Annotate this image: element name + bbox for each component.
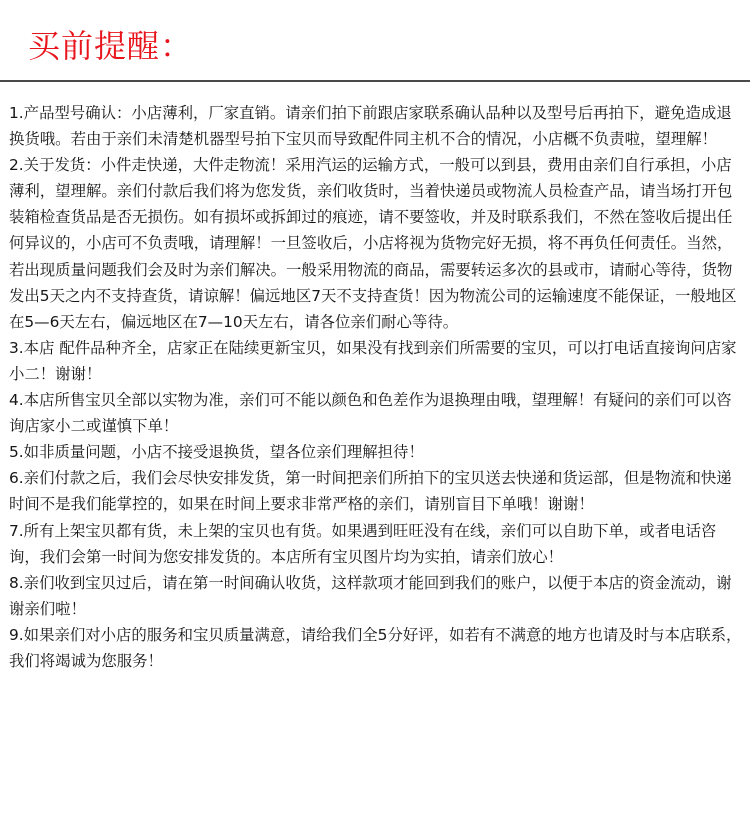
- notice-list: [9, 100, 744, 674]
- notice-item-5: 5.如非质量问题，小店不接受退换货，望各位亲们理解担待！: [9, 443, 424, 462]
- notice-item-6: 6.亲们付款之后，我们会尽快安排发货，第一时间把亲们所拍下的宝贝送去快递和货运部，但是物流和快递时间不是我们能掌控的，如果在时间上要求非常严格的亲们，请别盲目下单哦！谢谢！: [9, 469, 732, 514]
- notice-item-8: 8.亲们收到宝贝过后，请在第一时间确认收货，这样款项才能回到我们的账户，以便于本店的资金流动，谢谢亲们啦！: [9, 573, 732, 618]
- notice-item-3: 3.本店 配件品种齐全，店家正在陆续更新宝贝，如果没有找到亲们所需要的宝贝，可以打电话直接询问店家小二！谢谢！: [9, 338, 737, 383]
- notice-item-4: 4.本店所售宝贝全部以实物为准，亲们可不能以颜色和色差作为退换理由哦，望理解！有疑问的亲们可以咨询店家小二或谨慎下单！: [9, 391, 732, 436]
- notice-item-9: 9.如果亲们对小店的服务和宝贝质量满意，请给我们全5分好评，如若有不满意的地方也请及时与本店联系，我们将竭诚为您服务！: [9, 625, 742, 670]
- page-title: 买前提醒：: [28, 27, 194, 65]
- title-divider: [0, 80, 750, 82]
- notice-item-7: 7.所有上架宝贝都有货，未上架的宝贝也有货。如果遇到旺旺没有在线，亲们可以自助下单，或者电话咨询，我们会第一时间为您安排发货的。本店所有宝贝图片均为实拍，请亲们放心！: [9, 521, 717, 566]
- notice-item-2: 2.关于发货：小件走快递，大件走物流！采用汽运的运输方式，一般可以到县，费用由亲们自行承担，小店薄利，望理解。亲们付款后我们将为您发货，亲们收货时，当着快递员或物流人员检查产品，请当场打开包装箱检查货品是否无损伤。如有损坏或拆卸过的痕迹，请不要签收，并及时联系我们，不然在签收后提出任何异议的，小店可不负责哦，请理解！一旦签收后，小店将视为货物完好无损，将不再负任何责任。当然，若出现质量问题我们会及时为亲们解决。一般采用物流的商品，需要转运多次的县或市，请耐心等待，货物发出5天之内不支持查货，请谅解！偏远地区7天不支持查货！因为物流公司的运输速度不能保证，一般地区在5—6天左右，偏远地区在7—10天左右，请各位亲们耐心等待。: [9, 156, 737, 331]
- notice-item-1: 1.产品型号确认：小店薄利，厂家直销。请亲们拍下前跟店家联系确认品种以及型号后再拍下，避免造成退换货哦。若由于亲们未清楚机器型号拍下宝贝而导致配件同主机不合的情况，小店概不负责啦，望理解！: [9, 104, 732, 149]
